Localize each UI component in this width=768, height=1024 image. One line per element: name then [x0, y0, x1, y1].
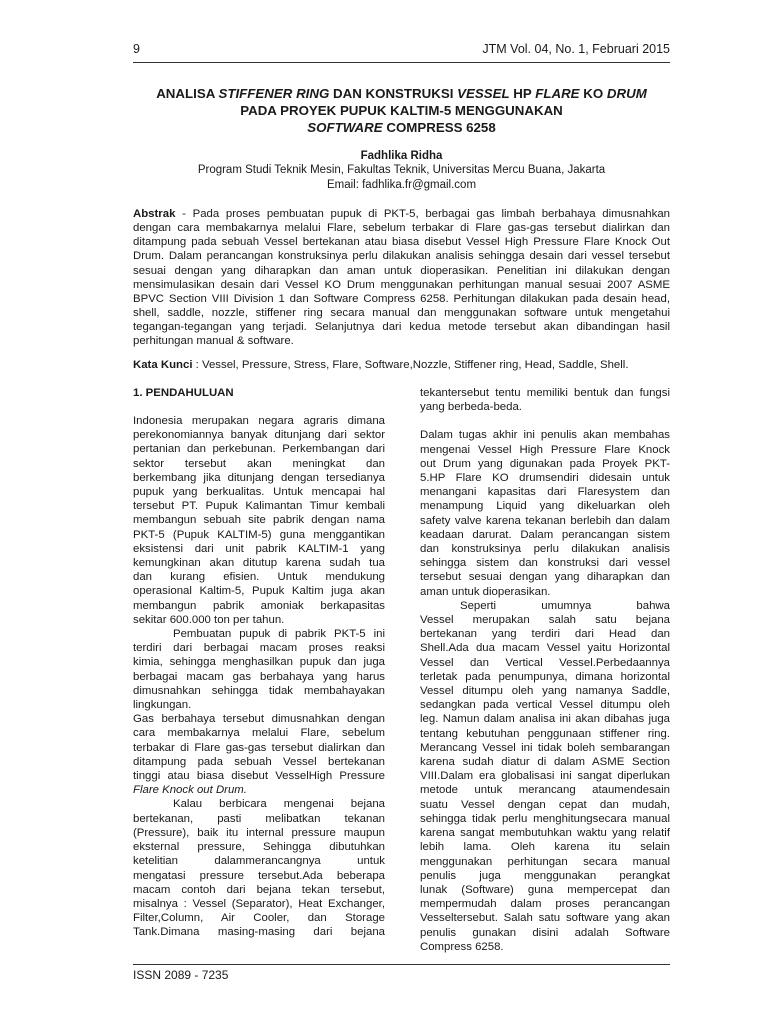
- body-line: sehingga tidak perlu menghitungsecara manual: [420, 812, 670, 825]
- title-text: DRUM: [606, 86, 647, 101]
- body-line: tinggi atau biasa disebut VesselHigh Pressure: [133, 770, 385, 783]
- body-line: menampung Liquid yang dikeluarkan oleh: [420, 500, 670, 513]
- paragraph-gap: [420, 414, 670, 428]
- body-line: kemungkinan akan ditutup karena sudah tua: [133, 557, 385, 570]
- abstract-line: tegangan-tegangan yang terjadi. Selanjutnya dari kedua metode tersebut akan dibandingan hasil: [133, 321, 670, 334]
- body-line: Dalam tugas akhir ini penulis akan membahas: [420, 429, 670, 442]
- body-line: membangun pabrik amoniak berkapasitas: [133, 599, 385, 612]
- body-line: membangun sebuah site pabrik dengan nama: [133, 514, 385, 527]
- body-line: lebih lama. Oleh karena itu selain: [420, 841, 670, 854]
- body-line: eksternal pressure, Sehingga dibutuhkan: [133, 841, 385, 854]
- body-line: Vesseltersebut. Salah satu software yang akan: [420, 912, 670, 925]
- body-line: out Drum yang digunakan pada Proyek PKT-: [420, 457, 670, 470]
- body-line: safety valve karena tekanan berlebih dan dalam: [420, 514, 670, 527]
- author-email: Email: fadhlika.fr@gmail.com: [326, 179, 477, 191]
- body-line: perekonomiannya banyak ditunjang dari sektor: [133, 429, 385, 442]
- title-text: SOFTWARE: [307, 120, 383, 135]
- abstract-line: dengan cara membakarnya melalui Flare, sebelum terbakar di Flare gas-gas tersebut dialirkan dan: [133, 222, 670, 235]
- body-line: tekantersebut tentu memiliki bentuk dan fungsi: [420, 387, 670, 399]
- abstract-line: Drum. Dalam perancangan konstruksinya perlu dilakukan analisis sehingga desain dari vessel tersebut: [133, 250, 670, 263]
- body-line: Filter,Column, Air Cooler, dan Storage: [133, 912, 385, 925]
- body-line: lunak (Software) guna mempercepat dan: [420, 883, 670, 896]
- body-line: 5.HP Flare KO drumsendiri didesain untuk: [420, 472, 670, 485]
- keywords-text: : Vessel, Pressure, Stress, Flare, Software,Nozzle, Stiffener ring, Head, Saddle, Shell.: [192, 359, 629, 371]
- title-text: KO: [579, 86, 607, 101]
- abstract-line: mensimulasikan desain dari Vessel KO Drum menggunakan perhitungan manual sesuai 2007 ASME: [133, 278, 670, 291]
- keywords-label: Kata Kunci: [133, 359, 193, 371]
- body-line: dan konstruksinya perlu dilakukan analisis: [420, 543, 670, 556]
- abstract-line: [133, 207, 670, 221]
- body-line: berbagai macam gas berbahaya yang harus: [133, 670, 385, 683]
- author-affiliation: Program Studi Teknik Mesin, Fakultas Teknik, Universitas Mercu Buana, Jakarta: [197, 164, 606, 176]
- body-line: (Pressure), baik itu internal pressure maupun: [133, 826, 385, 839]
- body-line: suatu Vessel dengan cepat dan mudah,: [420, 798, 670, 811]
- body-line: Kalau berbicara mengenai bejana: [173, 798, 385, 811]
- title-text: COMPRESS 6258: [382, 120, 496, 135]
- body-line: metode untuk merancang ataumendesain: [420, 784, 670, 797]
- body-line: pupuk yang berkualitas. Untuk mencapai hal: [133, 486, 385, 499]
- body-line: kimia, sehingga menghasilkan pupuk dan juga: [133, 656, 385, 669]
- abstract-line: BPVC Section VIII Division 1 dan Software Compress 6258. Perhitungan dilakukan pada desain head,: [133, 292, 670, 305]
- body-line: aman untuk dioperasikan.: [420, 585, 551, 598]
- paper-title-line-2: PADA PROYEK PUPUK KALTIM-5 MENGGUNAKAN: [240, 103, 563, 118]
- body-line: dan kurang efisien. Untuk mendukung: [133, 571, 385, 584]
- body-line: karena sangat membutuhkan waktu yang relatif: [420, 827, 670, 840]
- body-line: tersebut sesuai dengan yang diharapkan dan: [420, 571, 670, 584]
- body-line: yang berbeda-beda.: [420, 401, 522, 414]
- body-line: Seperti umumnya bahwa: [460, 599, 670, 612]
- title-text: DAN KONSTRUKSI: [329, 86, 458, 101]
- body-line: Vessel dan Vertical Vessel.Perbedaannya: [420, 656, 670, 669]
- body-line: leg. Namun dalam analisa ini akan dibahas juga: [420, 713, 670, 726]
- body-line: Pembuatan pupuk di pabrik PKT-5 ini: [173, 628, 385, 641]
- body-line: misalnya : Vessel (Separator), Heat Exchanger,: [133, 897, 385, 910]
- body-line: sedangkan pada vertical Vessel ditumpu oleh: [420, 699, 670, 712]
- title-text: ANALISA: [156, 86, 219, 101]
- abstract: [133, 207, 670, 349]
- body-line: pertanian dan perkebunan. Perkembangan dari: [133, 443, 385, 456]
- body-line: sehingga sistem dan konstruksi dari vessel: [420, 557, 670, 570]
- body-line: ditampung pada sebuah Vessel bertekanan: [133, 755, 385, 768]
- title-text: VESSEL: [457, 86, 510, 101]
- body-line: lingkungan.: [133, 699, 192, 712]
- body-line: mengenai Vessel High Pressure Flare Knock: [420, 443, 670, 456]
- body-line: penulis gunakan disini adalah Software: [420, 926, 670, 939]
- abstract-text: - Pada proses pembuatan pupuk di PKT-5, berbagai gas limbah berbahaya dimusnahkan: [175, 208, 670, 220]
- title-text: HP: [509, 86, 536, 101]
- body-line: Indonesia merupakan negara agraris dimana: [133, 415, 385, 427]
- body-line: Gas berbahaya tersebut dimusnahkan dengan: [133, 713, 385, 726]
- body-line: terbakar di Flare gas-gas tersebut dialirkan dan: [133, 741, 385, 754]
- body-line: PKT-5 (Pupuk KALTIM-5) guna menggantikan: [133, 528, 385, 541]
- abstract-label: Abstrak: [133, 208, 176, 220]
- abstract-line: perhitungan manual & software.: [133, 335, 294, 348]
- body-line: macam contoh dari bejana tekan tersebut,: [133, 883, 385, 896]
- body-line: sektor tersebut akan meningkat dan: [133, 457, 385, 470]
- body-line: VIII.Dalam era globalisasi ini sangat diperlukan: [420, 770, 670, 783]
- body-line: tersebut PT. Pupuk Kalimantan Timur kembali: [133, 500, 385, 513]
- body-line: terletak pada penumpunya, dimana horizontal: [420, 670, 670, 683]
- left-column: [133, 414, 385, 940]
- footer-rule: [133, 964, 670, 965]
- title-text: STIFFENER RING: [218, 86, 330, 101]
- body-line: Compress 6258.: [420, 940, 504, 953]
- section-heading: 1. PENDAHULUAN: [133, 387, 234, 399]
- body-line: dimusnahkan sehingga tidak membahayakan: [133, 684, 385, 697]
- body-line: Shell.Ada dua macam Vessel yaitu Horizontal: [420, 642, 670, 655]
- issn: ISSN 2089 - 7235: [133, 968, 229, 982]
- body-line: eksistensi dari unit pabrik KALTIM-1 yang: [133, 542, 385, 555]
- paper-title-line-1: [133, 85, 670, 102]
- body-line: Merancang Vessel ini tidak boleh sembarangan: [420, 741, 670, 754]
- right-column: [420, 386, 670, 954]
- abstract-line: sesuai dengan yang diharapkan dan aman untuk dioperasikan. Penelitian ini dilakukan dengan: [133, 264, 670, 277]
- author-name: Fadhlika Ridha: [360, 150, 443, 162]
- title-text: FLARE: [535, 86, 580, 101]
- body-line: penulis juga menggunakan perangkat: [420, 869, 670, 882]
- body-line: menangani kapasitas dari Flaresystem dan: [420, 486, 670, 499]
- keywords: [133, 358, 670, 372]
- body-line: bertekanan yang terdiri dari Head dan: [420, 628, 670, 641]
- body-line: terdiri dari berbagai macam proses reaksi: [133, 642, 385, 655]
- body-line: Flare Knock out Drum.: [133, 784, 247, 797]
- body-line: mempermudah dalam proses perancangan: [420, 898, 670, 911]
- body-line: ketelitian dalammerancangnya untuk: [133, 855, 385, 868]
- body-line: mengatasi pressure tersebut.Ada beberapa: [133, 869, 385, 882]
- body-line: Vessel ditumpu oleh yang namanya Saddle,: [420, 685, 670, 698]
- keywords-line: [133, 358, 670, 372]
- body-line: bertekanan, pasti melibatkan tekanan: [133, 812, 385, 825]
- body-line: menggunakan perhitungan secara manual: [420, 855, 670, 868]
- body-line: keadaan darurat. Dalam perancangan sistem: [420, 528, 670, 541]
- body-line: cara membakarnya melalui Flare, sebelum: [133, 727, 385, 740]
- abstract-line: ditampung pada sebuah Vessel bertekanan atau biasa disebut Vessel High Pressure Flare Knock Out: [133, 236, 670, 249]
- body-line: berkembang jika ditunjang dengan tersedianya: [133, 471, 385, 484]
- body-line: sekitar 600.000 ton per tahun.: [133, 613, 285, 626]
- body-line: Tank.Dimana masing-masing dari bejana: [133, 926, 385, 939]
- body-line: karena sudah diatur di dalam ASME Section: [420, 756, 670, 769]
- body-line: Vessel merupakan salah satu bejana: [420, 614, 670, 627]
- page-number: 9: [133, 42, 140, 56]
- body-line: operasional Kaltim-5, Pupuk Kaltim juga akan: [133, 585, 385, 598]
- journal-reference: JTM Vol. 04, No. 1, Februari 2015: [482, 42, 670, 56]
- body-line: tentang kebutuhan penggunaan stiffener ring.: [420, 727, 670, 740]
- abstract-line: shell, saddle, nozzle, stiffener ring secara manual dan menggunakan software untuk mengetahui: [133, 307, 670, 320]
- header-rule: [133, 62, 670, 63]
- paper-title-line-3: [133, 119, 670, 136]
